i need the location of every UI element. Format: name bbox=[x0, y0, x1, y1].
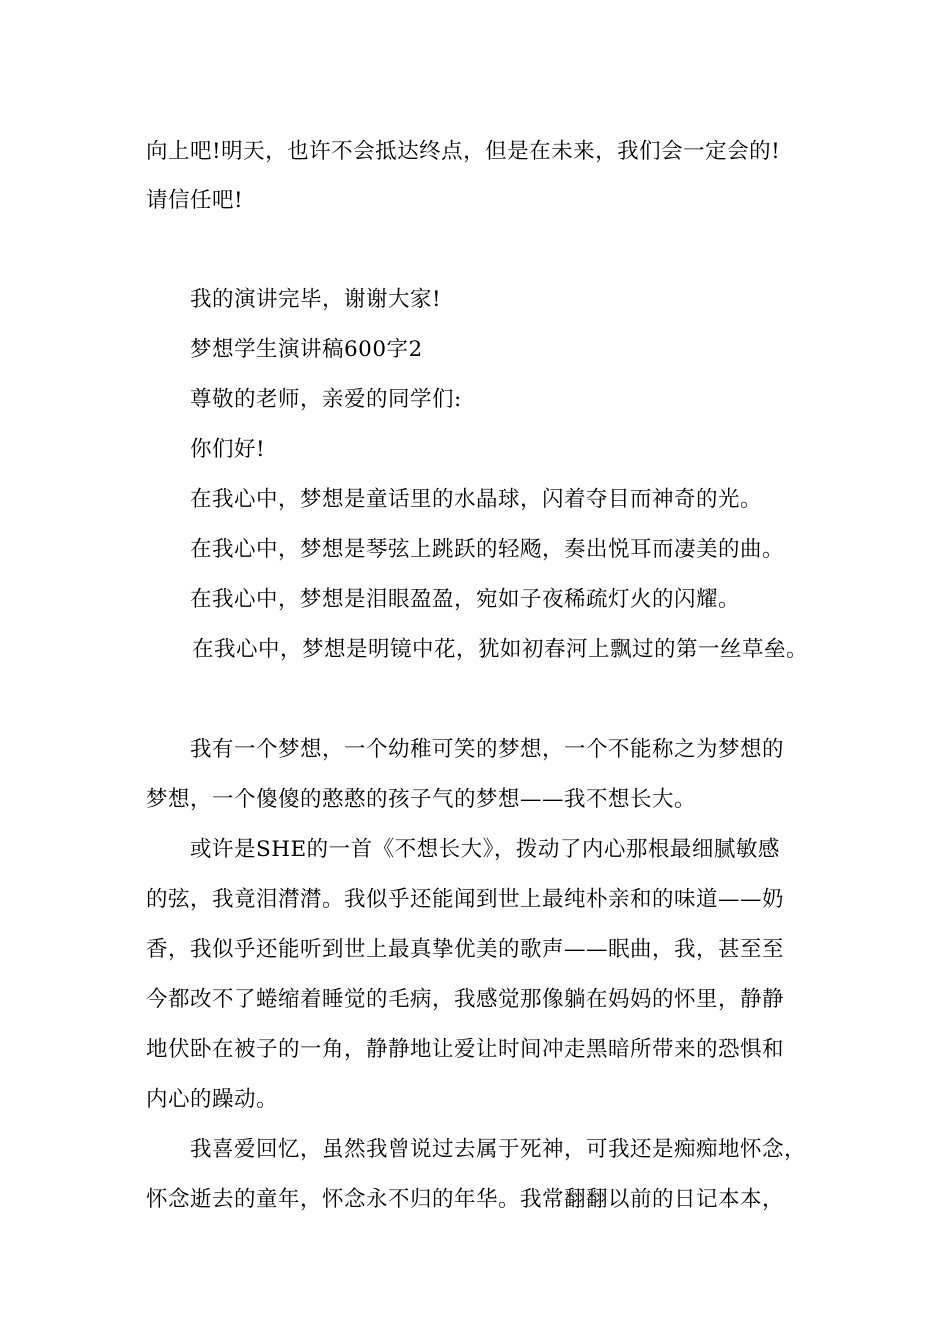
text-line: 向上吧!明天，也许不会抵达终点，但是在未来，我们会一定会的! bbox=[146, 139, 781, 164]
dream-line: 在我心中，梦想是泪眼盈盈，宛如子夜稀疏灯火的闪耀。 bbox=[190, 587, 741, 612]
section-heading: 梦想学生演讲稿600字2 bbox=[190, 337, 423, 362]
salutation: 尊敬的老师，亲爱的同学们: bbox=[190, 387, 462, 412]
paragraph-line: 梦想，一个傻傻的憨憨的孩子气的梦想——我不想长大。 bbox=[146, 787, 697, 812]
greeting: 你们好! bbox=[190, 437, 266, 462]
dream-line: 在我心中，梦想是童话里的水晶球，闪着夺目而神奇的光。 bbox=[190, 487, 763, 512]
text-line: 请信任吧! bbox=[146, 188, 244, 213]
paragraph-line: 香，我似乎还能听到世上最真挚优美的歌声——眠曲，我，甚至至 bbox=[146, 937, 785, 962]
paragraph-line: 我喜爱回忆，虽然我曾说过去属于死神，可我还是痴痴地怀念， bbox=[190, 1137, 807, 1162]
paragraph-line: 我有一个梦想，一个幼稚可笑的梦想，一个不能称之为梦想的 bbox=[190, 737, 785, 762]
paragraph-line: 的弦，我竟泪潸潸。我似乎还能闻到世上最纯朴亲和的味道——奶 bbox=[146, 887, 785, 912]
paragraph-line: 地伏卧在被子的一角，静静地让爱让时间冲走黑暗所带来的恐惧和 bbox=[146, 1037, 785, 1062]
paragraph-line: 内心的躁动。 bbox=[146, 1087, 279, 1112]
dream-line: 在我心中，梦想是琴弦上跳跃的轻飏，奏出悦耳而凄美的曲。 bbox=[190, 537, 785, 562]
paragraph-line: 今都改不了蜷缩着睡觉的毛病，我感觉那像躺在妈妈的怀里，静静 bbox=[146, 987, 785, 1012]
dream-line: 在我心中，梦想是明镜中花，犹如初春河上飘过的第一丝草垒。 bbox=[192, 637, 809, 662]
closing-line: 我的演讲完毕，谢谢大家! bbox=[190, 287, 442, 312]
paragraph-line: 怀念逝去的童年，怀念永不归的年华。我常翻翻以前的日记本本， bbox=[146, 1187, 785, 1212]
paragraph-line: 或许是SHE的一首《不想长大》，拨动了内心那根最细腻敏感 bbox=[190, 837, 780, 862]
